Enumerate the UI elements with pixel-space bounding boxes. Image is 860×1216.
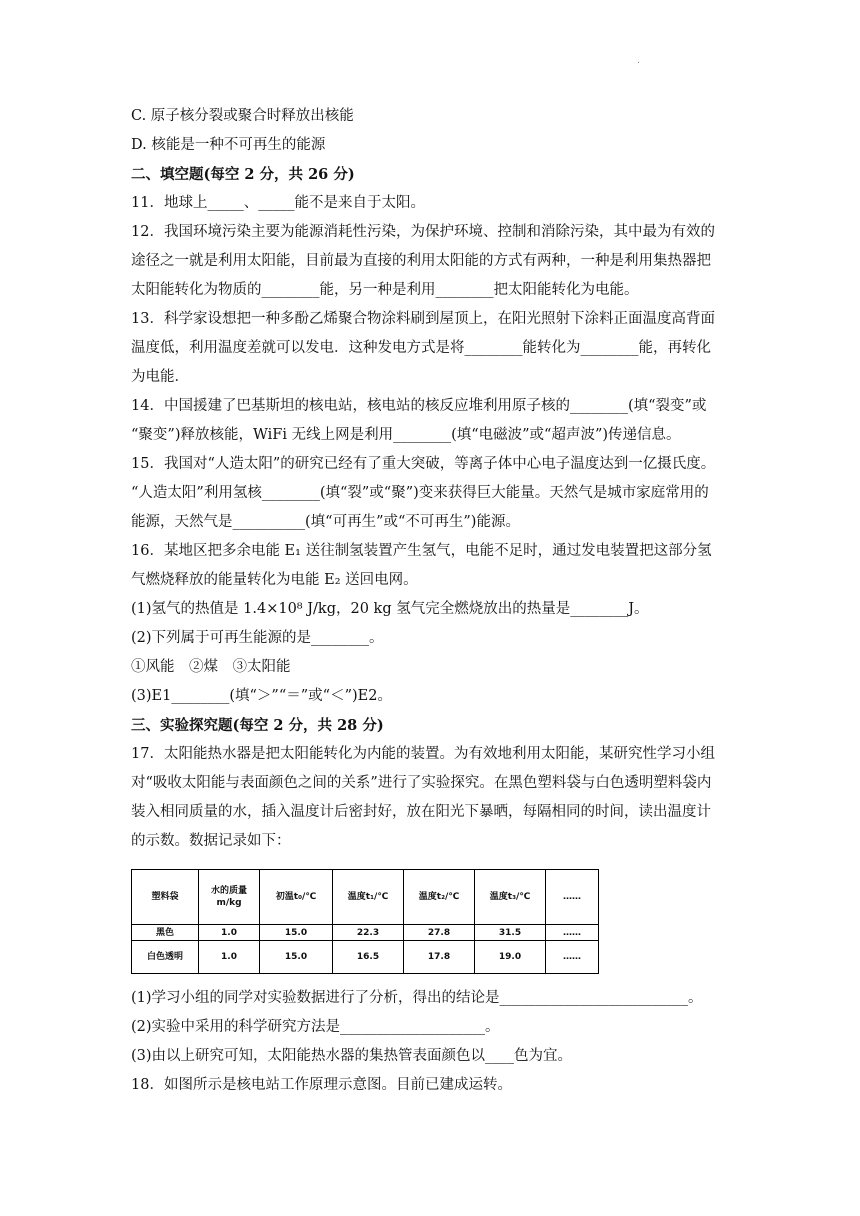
- text-line: 的示数。数据记录如下：: [131, 833, 291, 849]
- text-line: 装入相同质量的水，插入温度计后密封好，放在阳光下暴晒，每隔相同的时间，读出温度计: [131, 804, 711, 820]
- text-line: D. 核能是一种不可再生的能源: [131, 137, 326, 153]
- text-line: “聚变”)释放核能，WiFi 无线上网是利用________(填“电磁波”或“超声波”)传递信息。: [131, 427, 681, 443]
- text-line: 15．我国对“人造太阳”的研究已经有了重大突破，等离子体中心电子温度达到一亿摄氏度。: [131, 456, 716, 472]
- text-line: 13．科学家设想把一种多酚乙烯聚合物涂料刷到屋顶上，在阳光照射下涂料正面温度高背面: [131, 311, 715, 327]
- table-cell: 15.0: [260, 925, 333, 941]
- text-line: (3)E1________(填“＞”“＝”或“＜”)E2。: [131, 688, 392, 704]
- section-heading: 三、实验探究题(每空 2 分，共 28 分): [131, 717, 384, 734]
- temperature-data-table: [131, 869, 599, 974]
- table-cell: 黑色: [132, 925, 199, 941]
- text-line: 17．太阳能热水器是把太阳能转化为内能的装置。为有效地利用太阳能，某研究性学习小组: [131, 746, 715, 762]
- table-cell: 31.5: [475, 925, 546, 941]
- text-line: 气燃烧释放的能量转化为电能 E₂ 送回电网。: [131, 572, 418, 588]
- text-line: 16．某地区把多余电能 E₁ 送往制氢装置产生氢气，电能不足时，通过发电装置把这部分氢: [131, 543, 712, 559]
- text-line: 12．我国环境污染主要为能源消耗性污染，为保护环境、控制和消除污染，其中最为有效的: [131, 224, 715, 240]
- table-cell: 15.0: [260, 941, 333, 974]
- section-heading: 二、填空题(每空 2 分，共 26 分): [131, 166, 355, 183]
- table-cell: ……: [546, 941, 599, 974]
- text-line: 18．如图所示是核电站工作原理示意图。目前已建成运转。: [131, 1077, 512, 1093]
- table-header-row: [132, 870, 599, 925]
- table-cell: 1.0: [199, 941, 260, 974]
- question-text-block: [131, 102, 731, 856]
- table-cell: 白色透明: [132, 941, 199, 974]
- table-cell: 27.8: [404, 925, 475, 941]
- table-cell: 19.0: [475, 941, 546, 974]
- table-header-cell: 温度t₃/℃: [475, 870, 546, 925]
- text-line: 为电能．: [131, 369, 189, 385]
- table-cell: ……: [546, 925, 599, 941]
- table-header-cell: 初温t₀/℃: [260, 870, 333, 925]
- table-header-cell: 水的质量m/kg: [199, 870, 260, 925]
- text-line: 能源，天然气是__________(填“可再生”或“不可再生”)能源。: [131, 514, 520, 530]
- table-row: [132, 925, 599, 941]
- text-line: “人造太阳”利用氢核________(填“裂”或“聚”)变来获得巨大能量。天然气是城市家庭常用的: [131, 485, 709, 501]
- text-line: 对“吸收太阳能与表面颜色之间的关系”进行了实验探究。在黑色塑料袋与白色透明塑料袋内: [131, 775, 712, 791]
- text-line: (2)下列属于可再生能源的是________。: [131, 630, 384, 646]
- text-line: C. 原子核分裂或聚合时释放出核能: [131, 108, 354, 124]
- table-header-cell: 温度t₁/℃: [333, 870, 404, 925]
- table-row: [132, 941, 599, 974]
- table-cell: 1.0: [199, 925, 260, 941]
- text-line: ①风能 ②煤 ③太阳能: [131, 659, 291, 675]
- text-line: (1)氢气的热值是 1.4×10⁸ J/kg，20 kg 氢气完全燃烧放出的热量是________J。: [131, 601, 649, 617]
- text-line: 温度低，利用温度差就可以发电．这种发电方式是将________能转化为________能，再转化: [131, 340, 711, 356]
- text-line: (1)学习小组的同学对实验数据进行了分析，得出的结论是__________________________。: [131, 990, 703, 1006]
- page-mark: .: [637, 56, 640, 66]
- table-header-cell: ……: [546, 870, 599, 925]
- question-text-block-after-table: [131, 984, 731, 1100]
- text-line: 太阳能转化为物质的________能，另一种是利用________把太阳能转化为电能。: [131, 282, 639, 298]
- table-header-cell: 塑料袋: [132, 870, 199, 925]
- table-cell: 22.3: [333, 925, 404, 941]
- text-line: (3)由以上研究可知，太阳能热水器的集热管表面颜色以____色为宜。: [131, 1048, 573, 1064]
- table-cell: 16.5: [333, 941, 404, 974]
- table-header-cell: 温度t₂/℃: [404, 870, 475, 925]
- text-line: (2)实验中采用的科学研究方法是____________________。: [131, 1019, 500, 1035]
- text-line: 11．地球上_____、_____能不是来自于太阳。: [131, 195, 425, 211]
- table-cell: 17.8: [404, 941, 475, 974]
- text-line: 途径之一就是利用太阳能，目前最为直接的利用太阳能的方式有两种，一种是利用集热器把: [131, 253, 711, 269]
- text-line: 14．中国援建了巴基斯坦的核电站，核电站的核反应堆利用原子核的________(填“裂变”或: [131, 398, 707, 414]
